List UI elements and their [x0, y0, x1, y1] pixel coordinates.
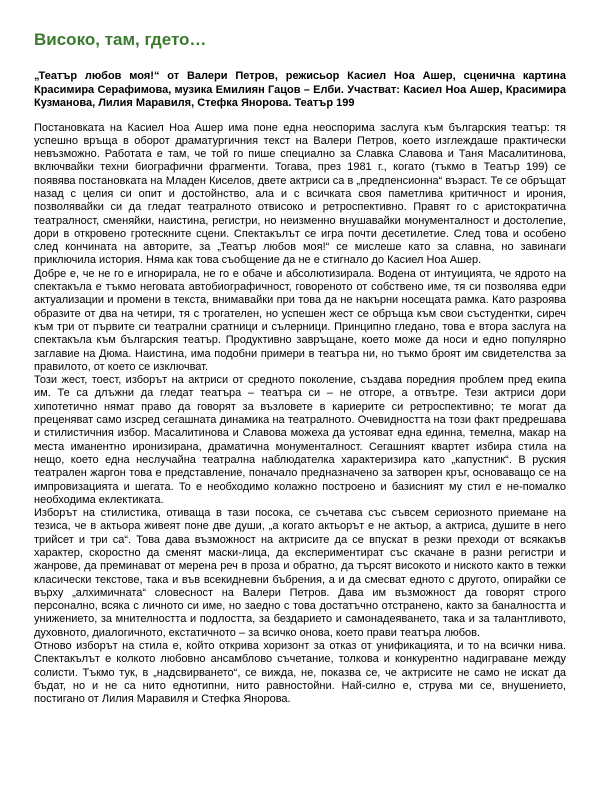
article-subtitle: „Театър любов моя!“ от Валери Петров, режисьор Касиел Ноа Ашер, сценична картина Красимира Серафимова, музика Емилиян Гацов – Елби. Участват: Касиел Ноа Ашер, Красимира Кузманова, Лилия Маравиля, Стефка Янорова. Театър 199: [34, 70, 566, 109]
paragraph: Отново изборът на стила е, който открива хоризонт за отказ от унификацията, и то на всички нива. Спектакълът е колкото любовно ансамблово съчетание, толкова и конкурентно надиграване между солисти. Тъкмо тук, в „надсвирването“, се вижда, не, показва се, че актрисите не само не искат да бъдат, но и не са нито еднотипни, нито равностойни. Най-силно е, струва ми се, внушението, постигано от Лилия Маравиля и Стефка Янорова.: [34, 640, 566, 706]
paragraph: Изборът на стилистика, отиваща в тази посока, се съчетава със съвсем сериозното приемане на тезиса, че в актьора живеят поне две души, „а когато актьорът е не актьор, а актриса, душите в него трийсет и три са“. Това дава възможност на актрисите да се впускат в резки преходи от всякакъв характер, скоростно да сменят маски-лица, да експериментират със скачане в разни регистри и жанрове, да преминават от мерена реч в проза и обратно, да търсят високото и ниското както в тежки класически текстове, така и във всекидневни бъбрения, а и да смесват едното с другото, опирайки се върху „алхимичната“ словесност на Валери Петров. Дава им възможност да говорят строго персонално, всяка с личното си име, но заедно с това достатъчно отстранено, както за баналността и унижението, за мнителността и подлостта, за бездарието и самонадеяването, така и за талантливото, духовното, диалогичното, екстатичното – за всичко онова, което прави театъра любов.: [34, 507, 566, 639]
article-title: Високо, там, гдето…: [34, 30, 207, 49]
article-body: [34, 122, 566, 707]
paragraph: Постановката на Касиел Ноа Ашер има поне една неоспорима заслуга към българския театър: тя успешно връща в оборот драматургичния текст на Валери Петров, което изглеждаше практически невъзможно. Работата е там, че той го пише специално за Славка Славова и Таня Масалитинова, включвайки техни биографични фрагменти. Тогава, през 1981 г., когато (тъкмо в Театър 199) се появява постановката на Младен Киселов, двете актриси са в „предпенсионна“ възраст. Те се обръщат назад с целия си опит и достойнство, ала и с всичката своя паметлива критичност и ирония, позволявайки си да гледат театралното отвисоко и ретроспективно. Правят го с аристократична театралност, сменяйки, наистина, регистри, но неизменно внушавайки монументалност и достолепие, дори в откровено гротескните сцени. Спектакълът се игра почти десетилетие. След това и особено след кончината на авторите, за „Театър любов моя!“ се мислеше като за славна, но завинаги приключила история. Няма как това съобщение да не е стигнало до Касиел Ноа Ашер.: [34, 121, 566, 267]
paragraph: Добре е, че не го е игнорирала, не го е обаче и абсолютизирала. Водена от интуицията, че ядрото на спектакъла е тъкмо неговата автобиографичност, говореното от собствено име, тя си позволява едри актуализации и промени в текста, внимавайки при това да не накърни носещата рамка. Като разроява образите от два на четири, тя с трогателен, но успешен жест се обръща към свои състудентки, сиреч към три от първите си театрални сратници и сълерници. Принципно гледано, това е втора заслуга на спектакъла към българския театър. Продуктивно завръщане, което може да носи и едно популярно заглавие на Дюма. Наистина, има подобни примери в театъра ни, но тъкмо броят им свидетелства за правилото, от което се изключват.: [34, 267, 566, 373]
paragraph: Този жест, тоест, изборът на актриси от средното поколение, създава поредния проблем пред екипа им. Те са длъжни да гледат театъра – театъра си – не отгоре, а отвътре. Тези актриси дори хипотетично нямат право да говорят за възловете в кариерите си ретроспективно; те могат да преценяват само изсред сегашната динамика на театралното. Очевидността на този факт предрешава и стилистичния избор. Масалитинова и Славова можеха да устояват една единна, темелна, макар на места иманентно иронизирана, драматична монументалност. Сегашният квартет избира стила на нещо, което една неслучайна театрална наблюдателка характеризира като „капустник“. В руския театрален жаргон това е представление, поначало предназначено за затворен кръг, основаващо се на импровизацията и шегата. То е необходимо колажно построено и базисният му стил е не-помалко необходима еклектиката.: [34, 374, 566, 506]
